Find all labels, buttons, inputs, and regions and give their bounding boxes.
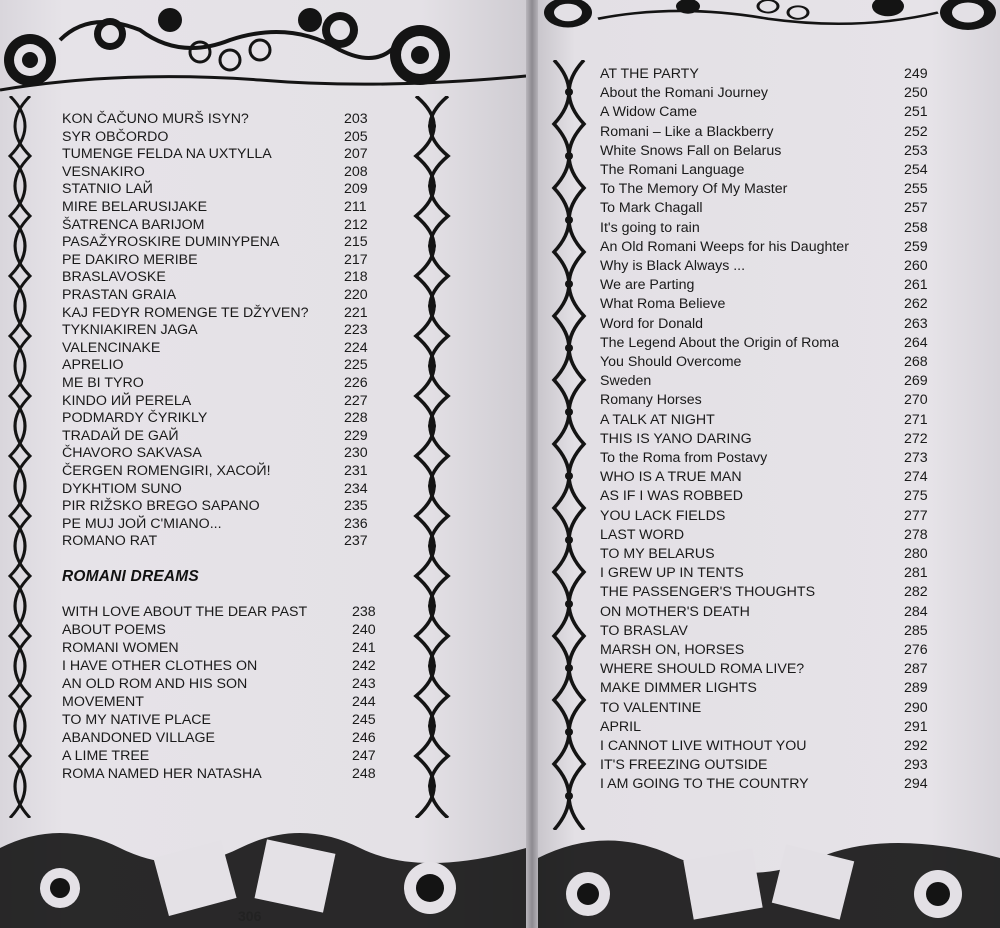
toc-entry-page: 287 [904, 661, 928, 678]
toc-entry-title: WITH LOVE ABOUT THE DEAR PAST [62, 604, 308, 620]
toc-entry-page: 277 [904, 507, 928, 524]
toc-entry-page: 242 [352, 658, 376, 674]
toc-entry-title: PIR RIŽSKO BREGO SAPANO [62, 498, 260, 515]
toc-entry-title: WHERE SHOULD ROMA LIVE? [600, 661, 805, 678]
toc-entry-title: White Snows Fall on Belarus [600, 142, 782, 159]
toc-entry-title: MAKE DIMMER LIGHTS [600, 680, 757, 697]
toc-entry-title: APRIL [600, 718, 642, 735]
toc-entry-title: PE DAKIRO MERIBE [62, 251, 198, 268]
toc-entry-page: 254 [904, 162, 928, 178]
toc-entry-title: I CANNOT LIVE WITHOUT YOU [600, 738, 807, 754]
toc-entry-title: THIS IS YANO DARING [600, 430, 752, 447]
toc-entry-page: 244 [352, 694, 376, 710]
toc-entry-title: We are Parting [600, 277, 695, 294]
floral-top-border-icon [0, 0, 526, 96]
toc-entry-title: TO VALENTINE [600, 699, 702, 716]
toc-entry-page: 261 [904, 277, 928, 294]
toc-entry-title: About the Romani Journey [600, 85, 768, 102]
toc-entry-title: ON MOTHER'S DEATH [600, 603, 750, 620]
toc-entry-title: AN OLD ROM AND HIS SON [62, 676, 248, 692]
book-gutter [526, 0, 538, 928]
toc-entry-title: KINDO ИЙ PERELA [62, 392, 192, 409]
toc-entry-title: I GREW UP IN TENTS [600, 565, 744, 582]
toc-entry-page: 207 [344, 146, 368, 163]
toc-entry-title: PRASTAN GRAIA [62, 287, 177, 303]
scroll-left-border-icon [0, 96, 52, 818]
toc-entry-page: 282 [904, 584, 928, 601]
toc-entry-title: APRELIO [62, 357, 124, 374]
toc-entry-page: 262 [904, 296, 928, 313]
cards-bottom-border-icon [0, 818, 526, 928]
toc-entry-page: 217 [344, 251, 368, 268]
toc-entry-title: I HAVE OTHER CLOTHES ON [62, 658, 258, 674]
toc-entry-title: Romany Horses [600, 392, 702, 409]
toc-entry-title: To The Memory Of My Master [600, 181, 788, 198]
toc-entry-page: 259 [904, 238, 928, 255]
toc-entry-page: 257 [904, 200, 928, 217]
toc-entry-title: AT THE PARTY [600, 66, 699, 82]
toc-entry-page: 276 [904, 642, 928, 658]
toc-entry-page: 220 [344, 287, 368, 303]
toc-entry-title: ABANDONED VILLAGE [62, 730, 215, 746]
toc-entry-title: STATNIO LAЙ [62, 181, 153, 198]
toc-entry-title: ČHAVORO SAKVASA [62, 445, 202, 462]
toc-entry-page: 271 [904, 411, 928, 428]
toc-entry-page: 270 [904, 392, 928, 409]
toc-entry-page: 234 [344, 480, 368, 497]
toc-entry-page: 248 [352, 766, 376, 782]
toc-entry-page: 268 [904, 354, 928, 370]
toc-entry-page: 203 [344, 111, 368, 127]
toc-entry-page: 243 [352, 676, 376, 692]
toc-entry-page: 294 [904, 776, 928, 793]
toc-entry-title: You Should Overcome [600, 354, 742, 370]
toc-entry-page: 255 [904, 181, 928, 198]
toc-entry-title: ABOUT POEMS [62, 622, 166, 638]
toc-entry-title: A TALK AT NIGHT [600, 411, 715, 428]
toc-entry-title: SYR OBČORDO [62, 128, 169, 145]
toc-entry-title: The Legend About the Origin of Roma [600, 334, 839, 351]
toc-entry-title: TUMENGE FELDA NA UXTYLLA [62, 146, 272, 163]
toc-entry-title: KAJ FEDYR ROMENGE TE DŽYVEN? [62, 304, 309, 321]
toc-entry-page: 231 [344, 463, 368, 479]
toc-entry-page: 241 [352, 640, 376, 656]
left-toc-list [62, 111, 382, 561]
scroll-right-page-left-border-icon [546, 60, 592, 830]
toc-entry-title: The Romani Language [600, 162, 745, 178]
toc-entry-page: 227 [344, 392, 368, 409]
toc-entry-title: DYKHTIOM SUNO [62, 480, 182, 497]
toc-entry-title: Word for Donald [600, 315, 704, 332]
toc-entry-title: VESNAKIRO [62, 163, 145, 180]
toc-entry-page: 208 [344, 163, 368, 180]
toc-entry-page: 212 [344, 216, 368, 233]
toc-entry-page: 269 [904, 373, 928, 390]
toc-entry-page: 292 [904, 738, 928, 754]
toc-entry-page: 205 [344, 128, 368, 145]
toc-entry-page: 293 [904, 757, 928, 774]
toc-entry-page: 236 [344, 515, 368, 532]
toc-entry-page: 284 [904, 603, 928, 620]
toc-entry-page: 263 [904, 315, 928, 332]
toc-entry-title: LAST WORD [600, 526, 685, 543]
toc-entry-page: 289 [904, 680, 928, 697]
toc-entry-title: KON ČAČUNO MURŠ ISYN? [62, 111, 249, 127]
toc-entry-title: To the Roma from Postavy [600, 450, 768, 466]
toc-entry-page: 285 [904, 622, 928, 639]
toc-entry-title: IT'S FREEZING OUTSIDE [600, 757, 768, 774]
toc-entry-title: PASAŽYROSKIRE DUMINYPENA [62, 234, 280, 251]
toc-entry-title: MOVEMENT [62, 694, 144, 710]
toc-entry-title: Romani – Like a Blackberry [600, 123, 774, 140]
toc-entry-title: AS IF I WAS ROBBED [600, 488, 743, 505]
toc-entry-title: YOU LACK FIELDS [600, 507, 726, 524]
toc-entry-title: ROMANI WOMEN [62, 640, 179, 656]
toc-entry-page: 237 [344, 533, 368, 550]
toc-entry-page: 223 [344, 322, 368, 339]
toc-entry-page: 290 [904, 699, 928, 716]
toc-entry-title: I AM GOING TO THE COUNTRY [600, 776, 809, 793]
floral-top-border-right-icon [538, 0, 1000, 60]
toc-entry-title: Sweden [600, 373, 652, 390]
toc-entry-page: 225 [344, 357, 368, 374]
toc-entry-page: 264 [904, 334, 928, 351]
toc-entry-page: 280 [904, 546, 928, 562]
toc-entry-title: A Widow Came [600, 104, 697, 121]
right-toc-list [600, 66, 940, 796]
toc-entry-title: ROMANO RAT [62, 533, 158, 550]
toc-entry-page: 249 [904, 66, 928, 82]
toc-entry-page: 224 [344, 339, 368, 356]
toc-entry-title: WHO IS A TRUE MAN [600, 469, 742, 486]
toc-entry-page: 230 [344, 445, 368, 462]
toc-entry-title: TYKNIAKIREN JAGA [62, 322, 198, 339]
toc-entry-title: An Old Romani Weeps for his Daughter [600, 238, 849, 255]
toc-entry-page: 221 [344, 304, 368, 321]
toc-entry-page: 251 [904, 104, 928, 121]
left-section-list [62, 604, 382, 794]
toc-entry-title: ŠATRENCA BARIJOM [62, 216, 205, 233]
toc-entry-page: 215 [344, 234, 368, 251]
toc-entry-page: 226 [344, 375, 368, 391]
toc-entry-page: 245 [352, 712, 376, 728]
toc-entry-title: MARSH ON, HORSES [600, 642, 745, 658]
toc-entry-page: 235 [344, 498, 368, 515]
toc-entry-page: 273 [904, 450, 928, 466]
toc-entry-title: TRADAЙ DE GAЙ [62, 427, 179, 444]
toc-entry-page: 229 [344, 427, 368, 444]
toc-entry-page: 252 [904, 123, 928, 140]
toc-entry-title: ČERGEN ROMENGIRI, XAСОЙ! [62, 463, 271, 479]
toc-entry-title: THE PASSENGER'S THOUGHTS [600, 584, 816, 601]
toc-entry-title: MIRE BELARUSIJAKE [62, 199, 208, 215]
toc-entry-title: PE MUJ JОЙ C'MIANO... [62, 515, 222, 532]
toc-entry-page: 272 [904, 430, 928, 447]
toc-entry-title: Why is Black Always ... [600, 258, 746, 274]
toc-entry-page: 253 [904, 142, 928, 159]
toc-entry-page: 211 [344, 199, 367, 215]
toc-entry-title: ME BI TYRO [62, 375, 144, 391]
toc-entry-page: 291 [904, 718, 928, 735]
toc-entry-page: 246 [352, 730, 376, 746]
toc-entry-page: 218 [344, 269, 368, 286]
toc-entry-page: 238 [352, 604, 376, 620]
folio-number: 306 [238, 908, 262, 924]
toc-entry-page: 240 [352, 622, 376, 638]
toc-entry-title: BRASLAVOSKE [62, 269, 166, 286]
toc-entry-title: ROMA NAMED HER NATASHA [62, 766, 262, 782]
toc-entry-title: TO MY NATIVE PLACE [62, 712, 212, 728]
toc-entry-title: TO MY BELARUS [600, 546, 715, 562]
toc-entry-page: 275 [904, 488, 928, 505]
right-page [538, 0, 1000, 928]
toc-entry-page: 247 [352, 748, 376, 764]
toc-entry-page: 281 [904, 565, 928, 582]
section-title-romani-dreams: ROMANI DREAMS [62, 568, 199, 585]
toc-entry-page: 260 [904, 258, 928, 274]
toc-entry-title: It's going to rain [600, 219, 700, 236]
toc-entry-page: 278 [904, 526, 928, 543]
toc-entry-title: VALENCINAKE [62, 339, 161, 356]
toc-entry-page: 274 [904, 469, 928, 486]
toc-entry-title: What Roma Believe [600, 296, 726, 313]
toc-entry-page: 228 [344, 410, 368, 427]
toc-entry-page: 209 [344, 181, 368, 198]
toc-entry-title: PODMARDY ČYRIKLY [62, 410, 208, 427]
toc-entry-title: TO BRASLAV [600, 622, 688, 639]
toc-entry-title: To Mark Chagall [600, 200, 703, 217]
toc-entry-title: A LIME TREE [62, 748, 150, 764]
toc-entry-page: 258 [904, 219, 928, 236]
toc-entry-page: 250 [904, 85, 928, 102]
cards-bottom-border-right-icon [538, 818, 1000, 928]
scroll-right-border-icon [402, 96, 464, 818]
